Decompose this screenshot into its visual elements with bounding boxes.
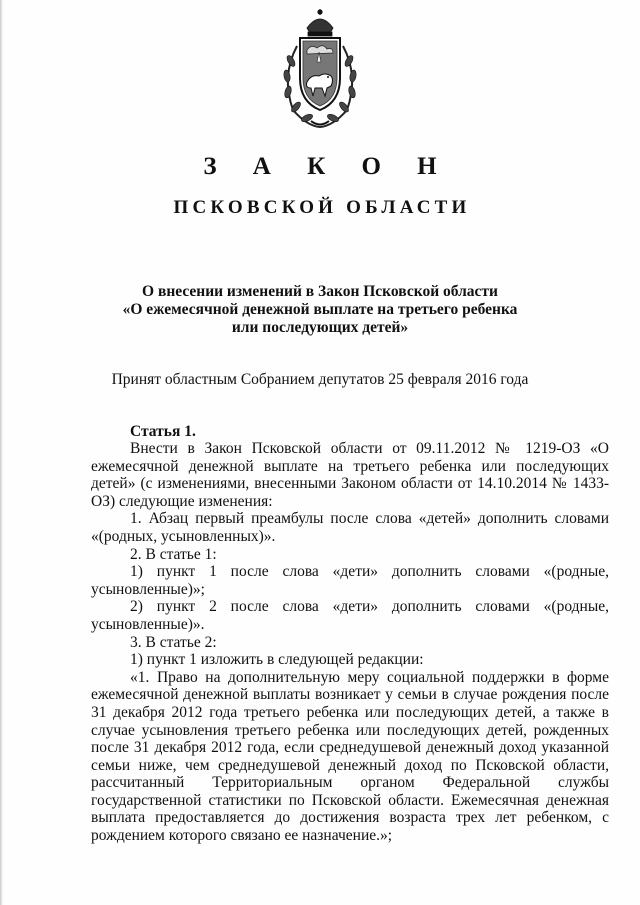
scan-edge bbox=[0, 0, 3, 905]
law-heading bbox=[90, 283, 550, 337]
adoption-statement: Принят областным Собранием депутатов 25 февраля 2016 года bbox=[111, 371, 529, 388]
document-title: З А К О Н bbox=[203, 153, 452, 180]
law-heading-line: «О ежемесячной денежной выплате на третьего ребенка bbox=[122, 301, 518, 318]
article-body bbox=[91, 440, 609, 845]
coat-of-arms-icon bbox=[267, 6, 373, 131]
article-paragraph: Внести в Закон Псковской области от 09.11.2012 № 1219-ОЗ «О ежемесячной денежной выплате на третьего ребенка или последующих детей» (с изменениями, внесенными Законом области от 14.10.2014 № 1433-ОЗ) следующие изменения: bbox=[91, 440, 609, 510]
article-paragraph: 1) пункт 1 после слова «дети» дополнить словами «(родные, усыновленные)»; bbox=[91, 563, 609, 598]
article-paragraph: 3. В статье 2: bbox=[130, 633, 217, 651]
law-heading-line: или последующих детей» bbox=[231, 319, 409, 336]
article-paragraph: 2) пункт 2 после слова «дети» дополнить словами «(родные, усыновленные)». bbox=[91, 598, 609, 633]
article-paragraph: «1. Право на дополнительную меру социальной поддержки в форме ежемесячной денежной выплаты возникает у семьи в случае рождения после 31 декабря 2012 года третьего ребенка или последующих детей, а также в случае усыновления третьего ребенка или последующих детей, рожденных после 31 декабря 2012 года, если среднедушевой денежный доход указанной семьи ниже, чем среднедушевой денежный доход по Псковской области, рассчитанный Территориальным органом Федеральной службы государственной статистики по Псковской области. Ежемесячная денежная выплата предоставляется до достижения возраста трех лет ребенком, с рождением которого связано ее назначение.»; bbox=[91, 668, 609, 845]
article-paragraph: 1) пункт 1 изложить в следующей редакции: bbox=[130, 651, 424, 669]
article-paragraph: 2. В статье 1: bbox=[130, 545, 217, 563]
document-subtitle: ПСКОВСКОЙ ОБЛАСТИ bbox=[173, 197, 471, 218]
article-paragraph: 1. Абзац первый преамбулы после слова «детей» дополнить словами «(родных, усыновленных)». bbox=[91, 510, 609, 545]
article-title: Статья 1. bbox=[130, 423, 196, 440]
law-heading-line: О внесении изменений в Закон Псковской области bbox=[142, 283, 498, 300]
